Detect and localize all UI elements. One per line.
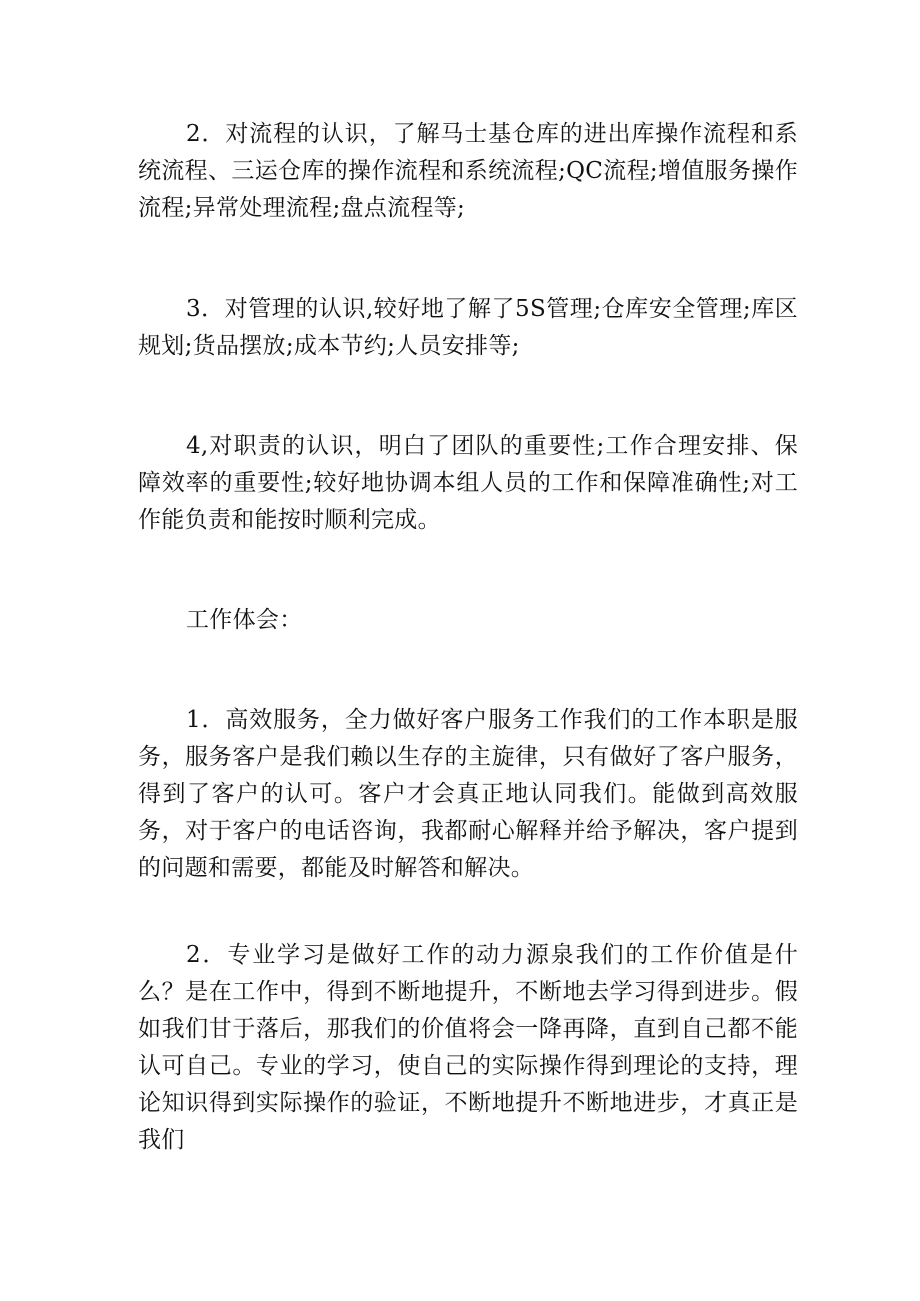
paragraph-professional-learning: 2．专业学习是做好工作的动力源泉我们的工作价值是什么？是在工作中，得到不断地提升，不断地去学习得到进步。假如我们甘于落后，那我们的价值将会一降再降，直到自己都不能认可自己。专业的学习，使自己的实际操作得到理论的支持，理论知识得到实际操作的验证，不断地提升不断地进步，才真正是我们 [138, 942, 798, 1153]
section-heading-work-experience: 工作体会： [186, 607, 303, 633]
paragraph-responsibility-understanding: 4,对职责的认识，明白了团队的重要性;工作合理安排、保障效率的重要性;较好地协调本组人员的工作和保障准确性;对工作能负责和能按时顺利完成。 [138, 433, 798, 533]
paragraph-process-understanding: 2．对流程的认识，了解马士基仓库的进出库操作流程和系统流程、三运仓库的操作流程和系统流程;QC流程;增值服务操作流程;异常处理流程;盘点流程等; [138, 121, 798, 221]
paragraph-management-understanding: 3．对管理的认识,较好地了解了5S管理;仓库安全管理;库区规划;货品摆放;成本节约;人员安排等; [138, 296, 798, 359]
paragraph-efficient-service: 1．高效服务，全力做好客户服务工作我们的工作本职是服务，服务客户是我们赖以生存的主旋律，只有做好了客户服务，得到了客户的认可。客户才会真正地认同我们。能做到高效服务，对于客户的电话咨询，我都耐心解释并给予解决，客户提到的问题和需要，都能及时解答和解决。 [138, 707, 798, 881]
